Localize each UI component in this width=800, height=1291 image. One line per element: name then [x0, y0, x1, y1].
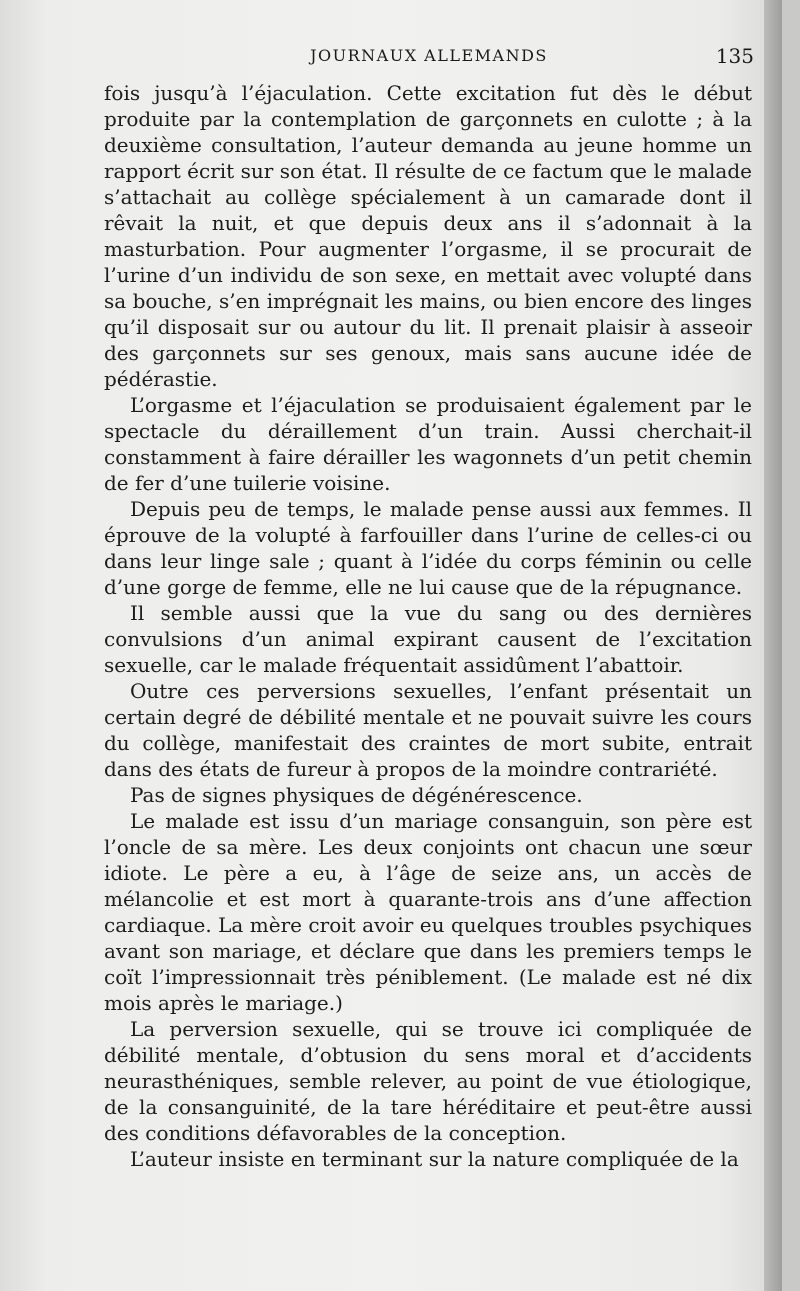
running-title: JOURNAUX ALLEMANDS: [310, 46, 548, 65]
paragraph-etiology: La perversion sexuelle, qui se trouve ici compliquée de débilité mentale, d’obtusion du sens moral et d’accidents neurasthéniques, semble relever, au point de vue étiologique, de la consanguinité, de la tare héréditaire et peut-être aussi des conditions défavorables de la conception.: [104, 1017, 752, 1145]
paragraph-blood: Il semble aussi que la vue du sang ou des dernières convulsions d’un animal expirant causent de l’excitation sexuelle, car le malade fréquentait assidûment l’abattoir.: [104, 601, 752, 677]
page-edge-shadow: [764, 0, 782, 1291]
paragraph-women: Depuis peu de temps, le malade pense aussi aux femmes. Il éprouve de la volupté à farfouiller dans l’urine de celles-ci ou dans leur linge sale ; quant à l’idée du corps féminin ou celle d’une gorge de femme, elle ne lui cause que de la répugnance.: [104, 497, 752, 599]
paragraph-continuation: fois jusqu’à l’éjaculation. Cette excitation fut dès le début produite par la contemplation de garçonnets en culotte ; à la deuxième consultation, l’auteur demanda au jeune homme un rapport écrit sur son état. Il résulte de ce factum que le malade s’attachait au collège spécialement à un camarade dont il rêvait la nuit, et que depuis deux ans il s’adonnait à la masturbation. Pour augmenter l’orgasme, il se procurait de l’urine d’un individu de son sexe, en mettait avec volupté dans sa bouche, s’en imprégnait les mains, ou bien encore des linges qu’il disposait sur ou autour du lit. Il prenait plaisir à asseoir des garçonnets sur ses genoux, mais sans aucune idée de pédérastie.: [104, 81, 752, 391]
paragraph-physical-signs: Pas de signes physiques de dégénérescence.: [130, 783, 583, 807]
paragraph-mental-debility: Outre ces perversions sexuelles, l’enfant présentait un certain degré de débilité mentale et ne pouvait suivre les cours du collège, manifestait des craintes de mort subite, entrait dans des états de fureur à propos de la moindre contrariété.: [104, 679, 752, 781]
paragraph-derailment: L’orgasme et l’éjaculation se produisaient également par le spectacle du déraillement d’un train. Aussi cherchait-il constamment à faire dérailler les wagonnets d’un petit chemin de fer d’une tuilerie voisine.: [104, 393, 752, 495]
paragraph-heredity: Le malade est issu d’un mariage consanguin, son père est l’oncle de sa mère. Les deux conjoints ont chacun une sœur idiote. Le père a eu, à l’âge de seize ans, un accès de mélancolie et est mort à quarante-trois ans d’une affection cardiaque. La mère croit avoir eu quelques troubles psychiques avant son mariage, et déclare que dans les premiers temps le coït l’impressionnait très péniblement. (Le malade est né dix mois après le mariage.): [104, 809, 752, 1015]
body-text: [104, 80, 752, 1172]
paragraph-conclusion: L’auteur insiste en terminant sur la nature compliquée de la: [130, 1147, 739, 1171]
running-head: [104, 44, 754, 74]
page-number: 135: [715, 44, 754, 68]
